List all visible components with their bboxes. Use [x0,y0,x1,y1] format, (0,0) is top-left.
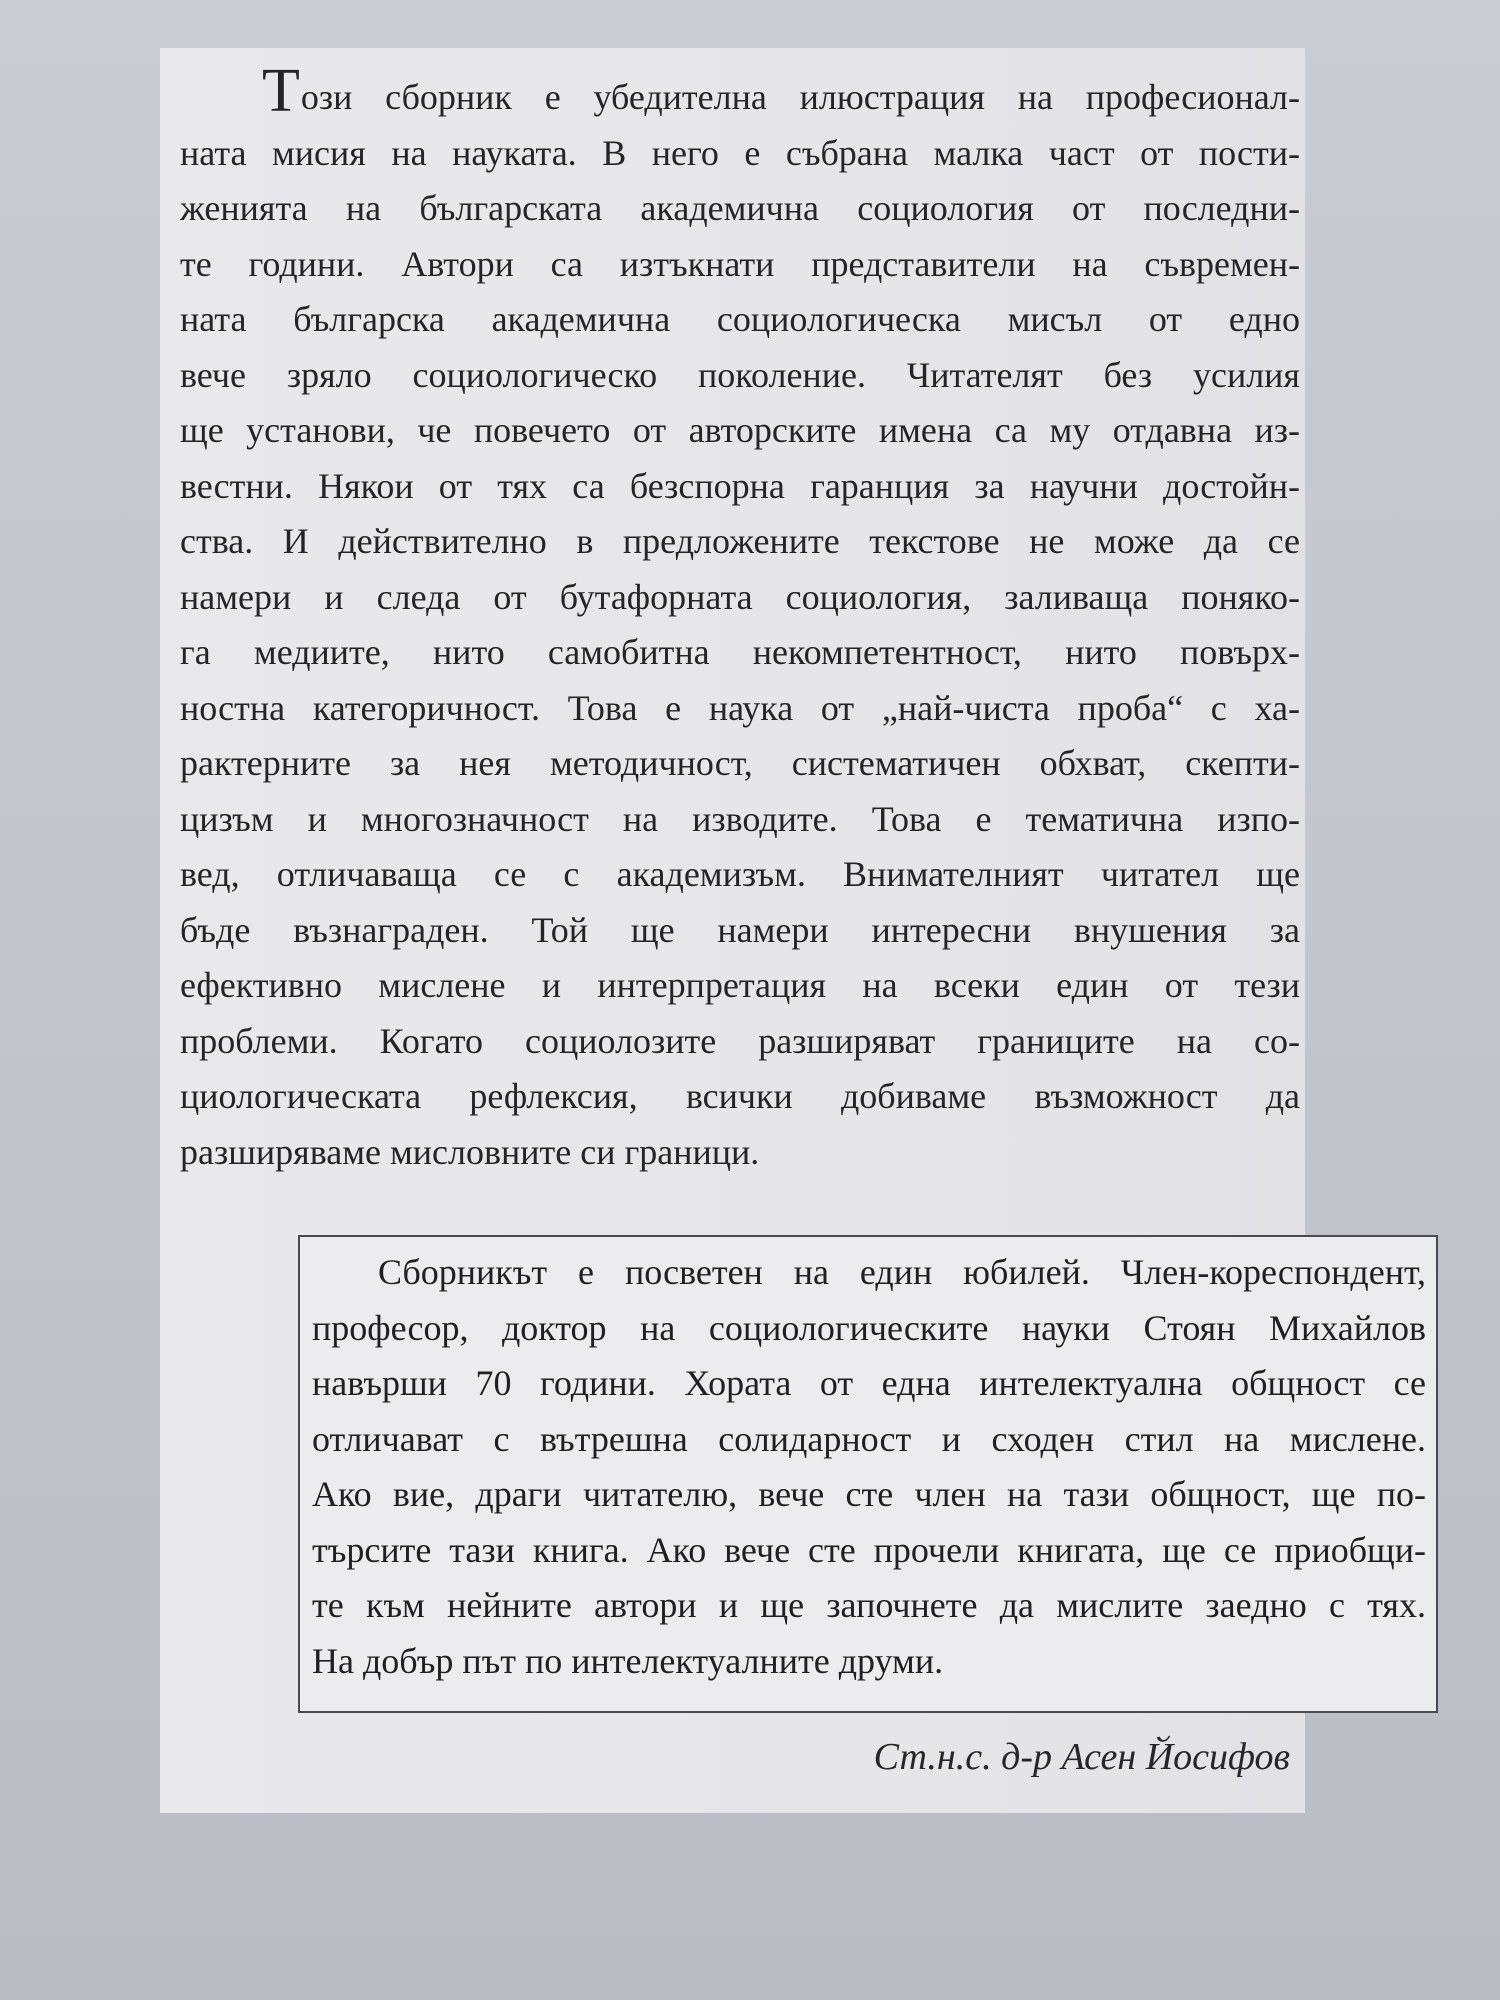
note-line: професор, доктор на социологическите науки Стоян Михайлов [312,1307,1426,1348]
text-line: ностна категоричност. Това е наука от „най-чиста проба“ с ха- [180,687,1300,728]
author-signature: Ст.н.с. д-р Асен Йосифов [873,1736,1290,1778]
text-line: намери и следа от бутафорната социология, заливаща поняко- [180,576,1300,617]
text-line: женията на българската академична социология от последни- [180,188,1300,228]
note-line: Сборникът е посветен на един юбилей. Член-кореспондент, [378,1252,1426,1292]
note-line: навърши 70 години. Хората от една интелектуална общност се [312,1363,1426,1403]
main-paragraph [180,57,1300,1180]
text-line: га медиите, нито самобитна некомпетентност, нито повърх- [180,632,1300,672]
note-line: те към нейните автори и ще започнете да мислите заедно с тях. [312,1585,1426,1625]
text-line: те години. Автори са изтъкнати представители на съвремен- [180,243,1300,284]
note-line: търсите тази книга. Ако вече сте прочели книгата, ще се приобщи- [312,1529,1426,1570]
text-line: проблеми. Когато социолозите разширяват границите на со- [180,1020,1300,1061]
text-line: вед, отличаваща се с академизъм. Внимателният читател ще [180,854,1300,894]
text-line: цизъм и многозначност на изводите. Това е тематична изпо- [180,798,1300,839]
text-line: циологическата рефлексия, всички добиваме възможност да [180,1076,1300,1116]
text-line: бъде възнаграден. Той ще намери интересни внушения за [180,909,1300,950]
note-line: Ако вие, драги читателю, вече сте член на тази общност, ще по- [312,1474,1426,1514]
dedication-paragraph [312,1245,1426,1689]
text-line-1: Този сборник е убедителна илюстрация на професионал- [262,57,1300,125]
text-line: ства. И действително в предложените текстове не може да се [180,521,1300,561]
text-line: ната българска академична социологическа мисъл от едно [180,299,1300,339]
text-line: ще установи, че повечето от авторските имена са му отдавна из- [180,410,1300,450]
text-line: ната мисия на науката. В него е събрана малка част от пости- [180,132,1300,173]
text-line: разширяваме мисловните си граници. [180,1131,760,1172]
text-line: вестни. Някои от тях са безспорна гаранция за научни достойн- [180,465,1300,506]
note-line: отличават с вътрешна солидарност и сходен стил на мислене. [312,1418,1426,1459]
text-line: ефективно мислене и интерпретация на всеки един от тези [180,965,1300,1005]
dedication-box [298,1235,1438,1713]
drop-cap: Т [262,57,300,125]
text-line: рактерните за нея методичност, систематичен обхват, скепти- [180,743,1300,783]
text-line: вече зряло социологическо поколение. Читателят без усилия [180,354,1300,395]
note-line: На добър път по интелектуалните друми. [312,1640,944,1681]
